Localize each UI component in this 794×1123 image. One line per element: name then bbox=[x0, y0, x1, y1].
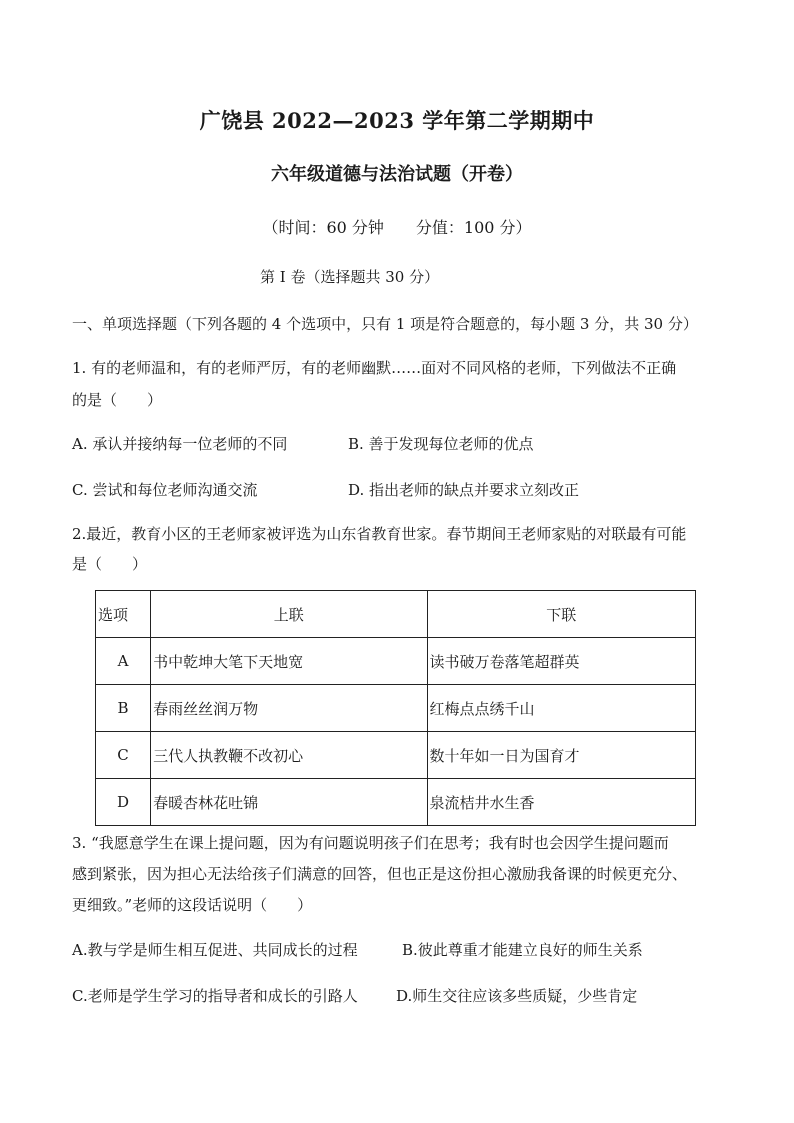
row-key: A bbox=[96, 638, 151, 685]
table-row bbox=[96, 638, 696, 685]
table-row bbox=[96, 685, 696, 732]
header-upper: 上联 bbox=[151, 591, 427, 638]
q2-stem-line2: 是（ ） bbox=[72, 555, 148, 573]
q2-stem-line1: 2.最近，教育小区的王老师家被评选为山东省教育世家。春节期间王老师家贴的对联最有可能 bbox=[72, 525, 687, 543]
q1-stem-line1: 1. 有的老师温和，有的老师严厉，有的老师幽默……面对不同风格的老师，下列做法不正确 bbox=[72, 359, 677, 377]
row-lower: 读书破万卷落笔超群英 bbox=[427, 638, 695, 685]
header-lower: 下联 bbox=[427, 591, 695, 638]
q1-option-a: A. 承认并接纳每一位老师的不同 bbox=[72, 435, 288, 453]
q3-option-a: A.教与学是师生相互促进、共同成长的过程 bbox=[72, 941, 358, 959]
row-upper: 春雨丝丝润万物 bbox=[151, 685, 427, 732]
table-row bbox=[96, 779, 696, 826]
q3-stem-line3: 更细致。”老师的这段话说明（ ） bbox=[72, 896, 313, 914]
q1-option-b: B. 善于发现每位老师的优点 bbox=[348, 435, 534, 453]
couplet-table bbox=[95, 590, 696, 826]
exam-title: 广饶县 2022—2023 学年第二学期期中 bbox=[199, 108, 595, 133]
header-option: 选项 bbox=[96, 591, 151, 638]
exam-subtitle: 六年级道德与法治试题（开卷） bbox=[271, 164, 523, 185]
row-upper: 春暖杏林花吐锦 bbox=[151, 779, 427, 826]
q1-option-c: C. 尝试和每位老师沟通交流 bbox=[72, 481, 258, 499]
row-key: D bbox=[96, 779, 151, 826]
row-upper: 三代人执教鞭不改初心 bbox=[151, 732, 427, 779]
exam-meta bbox=[0, 215, 794, 238]
row-lower: 数十年如一日为国育才 bbox=[427, 732, 695, 779]
row-key: B bbox=[96, 685, 151, 732]
q3-option-c: C.老师是学生学习的指导者和成长的引路人 bbox=[72, 987, 358, 1005]
q3-stem-line1: 3. “我愿意学生在课上提问题，因为有问题说明孩子们在思考；我有时也会因学生提问题而 bbox=[72, 834, 669, 852]
row-lower: 红梅点点绣千山 bbox=[427, 685, 695, 732]
q3-stem-line2: 感到紧张，因为担心无法给孩子们满意的回答，但也正是这份担心激励我备课的时候更充分、 bbox=[72, 865, 688, 883]
row-upper: 书中乾坤大笔下天地宽 bbox=[151, 638, 427, 685]
row-lower: 泉流桔井水生香 bbox=[427, 779, 695, 826]
q1-option-d: D. 指出老师的缺点并要求立刻改正 bbox=[348, 481, 580, 499]
section-heading: 一、单项选择题（下列各题的 4 个选项中，只有 1 项是符合题意的，每小题 3 分，共 30 分） bbox=[72, 315, 698, 333]
q3-option-d: D.师生交往应该多些质疑，少些肯定 bbox=[396, 987, 638, 1005]
exam-time: （时间：60 分钟 bbox=[262, 218, 384, 237]
volume-heading: 第 I 卷（选择题共 30 分） bbox=[260, 268, 440, 286]
row-key: C bbox=[96, 732, 151, 779]
exam-score: 分值：100 分） bbox=[415, 218, 532, 237]
table-row bbox=[96, 732, 696, 779]
q1-stem-line2: 的是（ ） bbox=[72, 391, 163, 409]
table-header-row bbox=[96, 591, 696, 638]
q3-option-b: B.彼此尊重才能建立良好的师生关系 bbox=[402, 941, 643, 959]
